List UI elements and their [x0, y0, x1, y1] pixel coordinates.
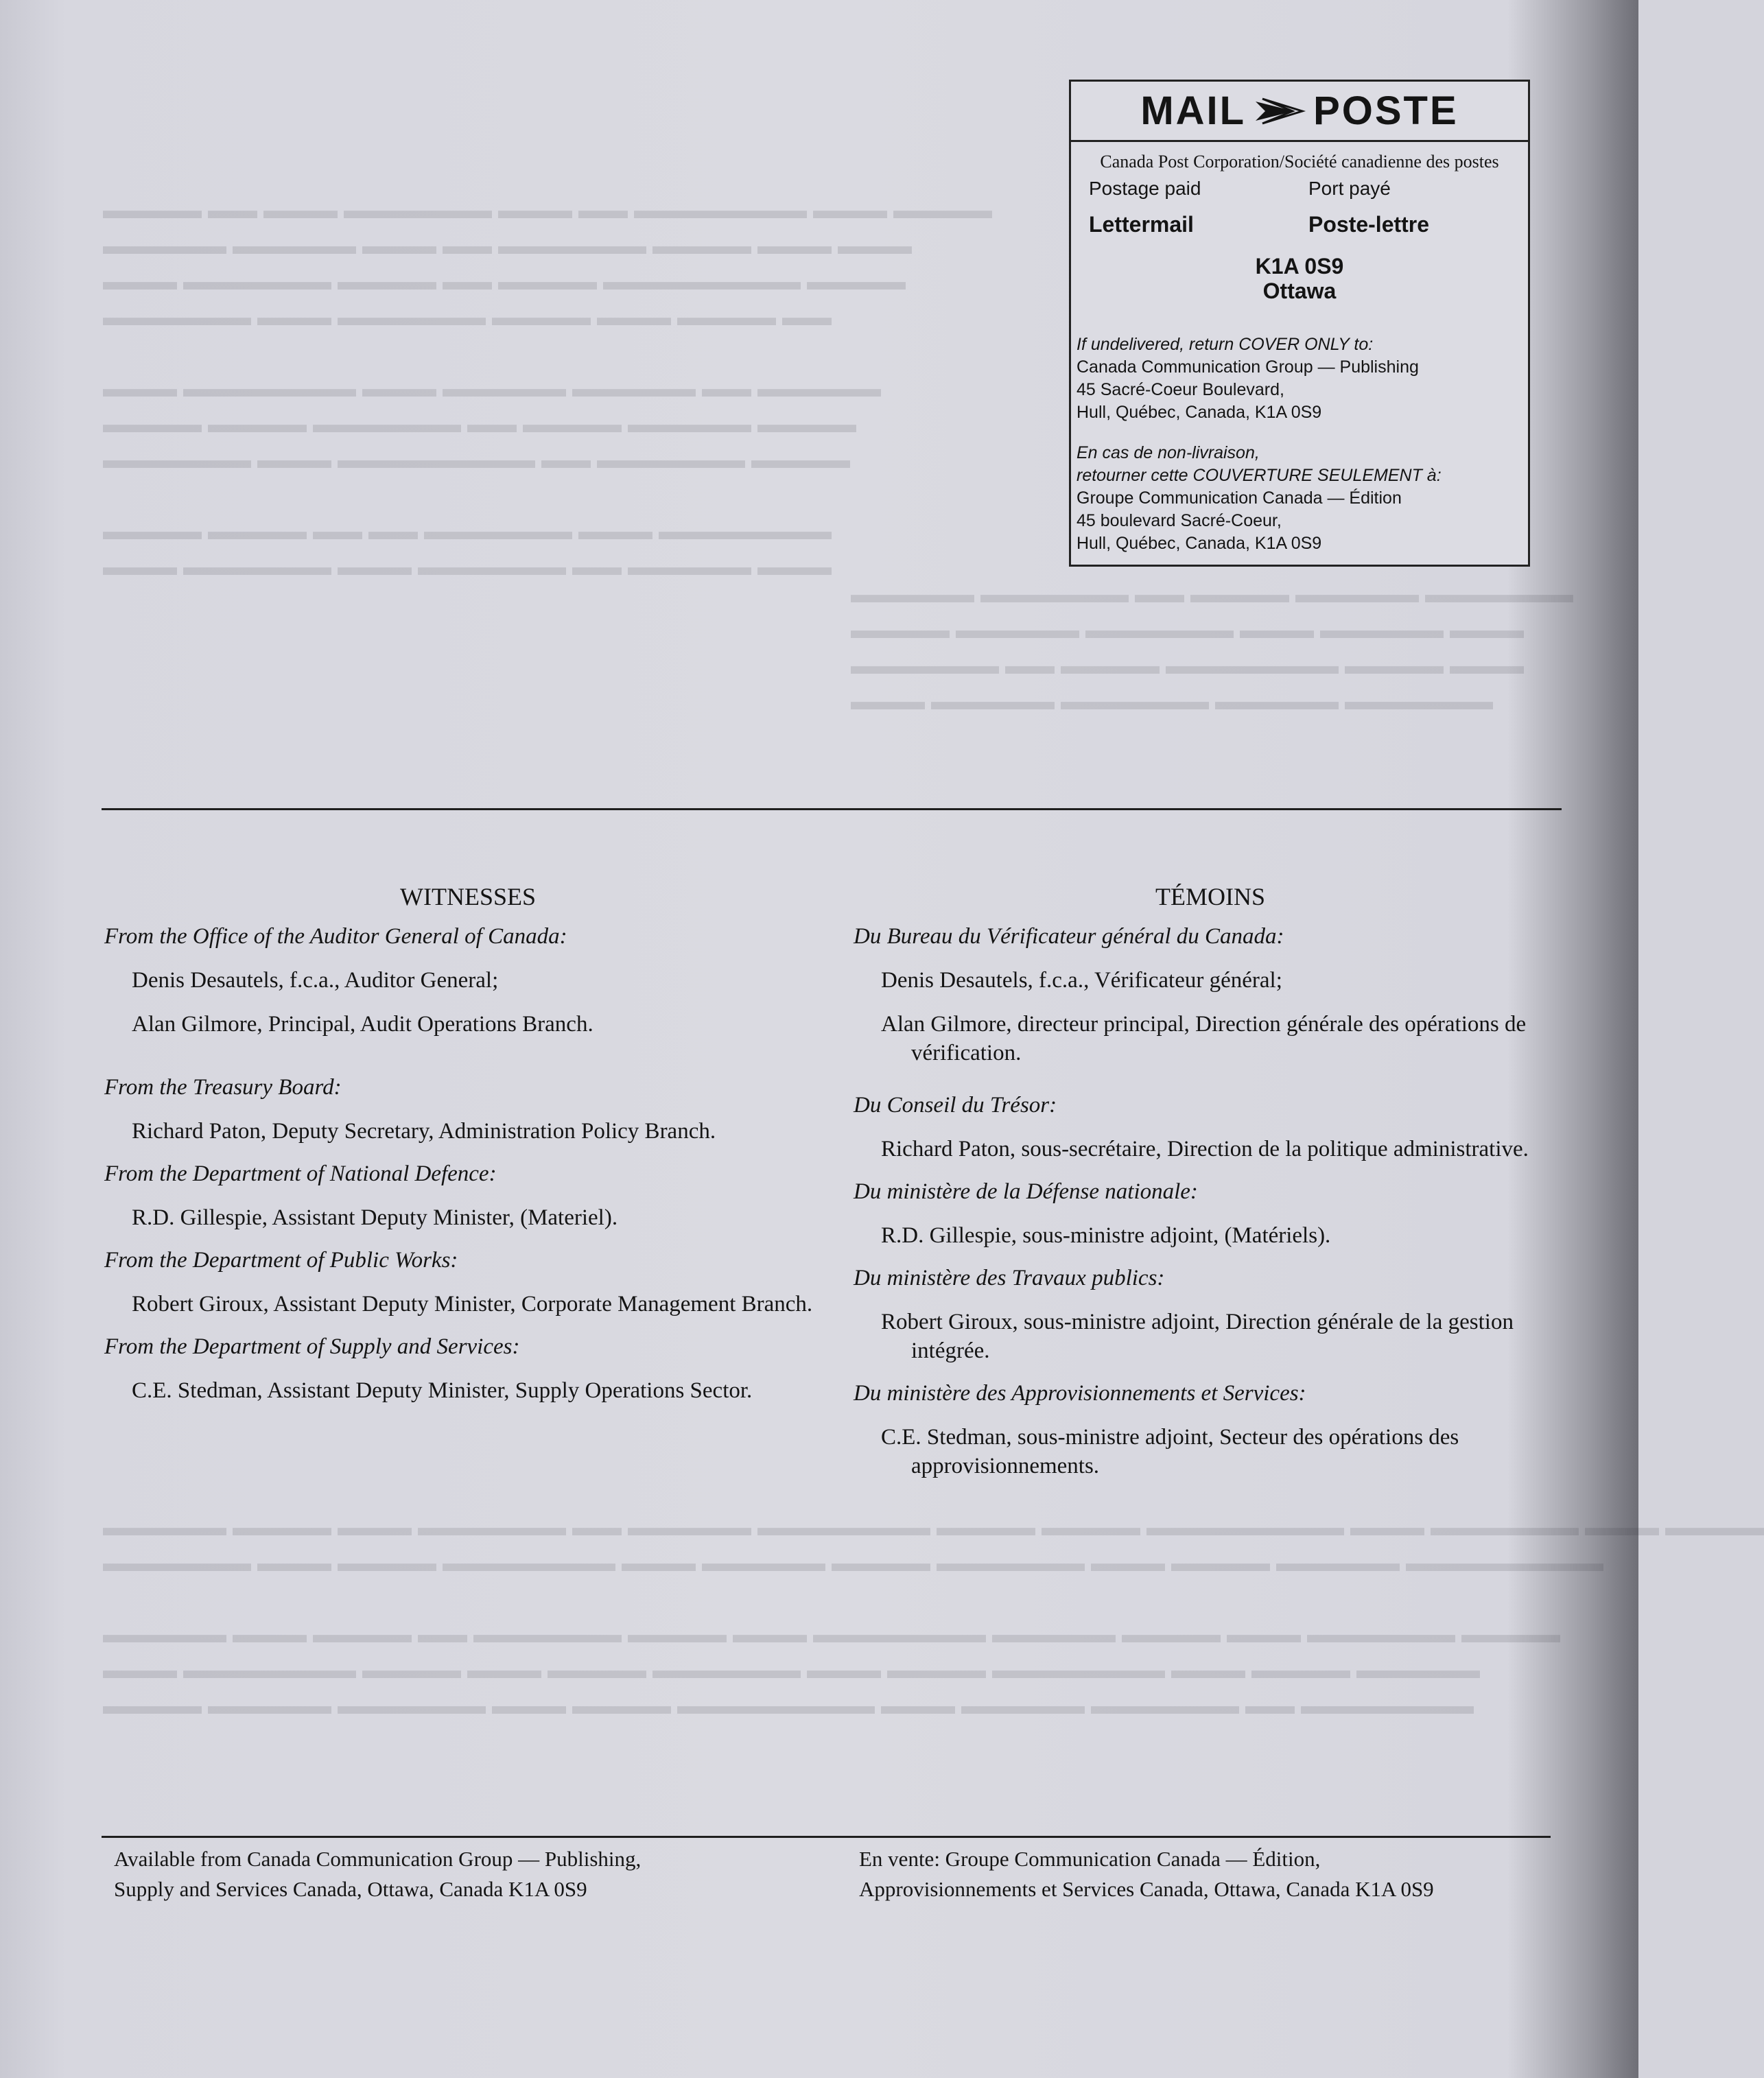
fr-dept-verificateur: Du Bureau du Vérificateur général du Canada: [854, 924, 1284, 949]
stamp-return-english [1071, 333, 1528, 424]
footer-divider [102, 1836, 1551, 1838]
stamp-postage-row [1071, 178, 1528, 200]
fr-witness-giroux: Robert Giroux, sous-ministre adjoint, Direction générale de la gestion intégrée. [881, 1310, 1514, 1363]
stamp-mail-word: MAIL [1140, 88, 1247, 133]
witness-gilmore: Alan Gilmore, Principal, Audit Operations Branch. [132, 1012, 593, 1037]
fr-witness-paton: Richard Paton, sous-secrétaire, Direction de la politique administrative. [881, 1137, 1529, 1161]
footer-fr-line1: En vente: Groupe Communication Canada — Édition, [859, 1847, 1321, 1871]
top-divider [102, 808, 1562, 810]
stamp-corporation: Canada Post Corporation/Société canadienne des postes [1100, 152, 1499, 172]
return-fr-line5: Hull, Québec, Canada, K1A 0S9 [1077, 534, 1322, 553]
show-through-text-left: ▬▬▬▬ ▬▬ ▬▬▬ ▬▬▬▬▬▬ ▬▬▬ ▬▬ ▬▬▬▬▬▬▬ ▬▬▬ ▬▬▬▬ ▬▬▬▬▬ ▬▬▬▬▬ ▬▬▬ ▬▬ ▬▬▬▬▬▬ ▬▬▬▬ ▬▬▬ ▬▬▬ ▬▬▬ ▬▬▬▬▬▬ ▬▬▬▬ ▬▬ ▬▬▬▬ ▬▬▬▬▬▬▬▬ ▬▬▬▬ ▬▬▬▬▬▬ ▬▬▬ ▬▬▬▬▬▬ ▬▬▬▬ ▬▬▬ ▬▬▬▬ ▬▬ ▬▬▬ ▬▬▬▬▬▬▬ ▬▬▬ ▬▬▬▬▬ ▬▬▬▬▬ ▬▬ ▬▬▬▬▬ ▬▬▬▬ ▬▬▬▬ ▬▬▬▬▬▬ ▬▬ ▬▬▬▬ ▬▬▬▬▬ ▬▬▬▬ ▬▬▬▬▬▬ ▬▬▬ ▬▬▬▬▬▬▬▬ ▬▬ ▬▬▬▬▬▬ ▬▬▬▬ ▬▬▬▬ ▬▬▬▬ ▬▬ ▬▬ ▬▬▬▬▬▬ ▬▬▬ ▬▬▬▬▬▬▬ ▬▬▬ ▬▬▬▬▬▬ ▬▬▬ ▬▬▬▬▬▬ ▬▬ ▬▬▬▬▬ ▬▬▬ [103, 196, 992, 580]
fr-witness-gillespie: R.D. Gillespie, sous-ministre adjoint, (Matériels). [881, 1223, 1331, 1248]
stamp-poste-word: POSTE [1313, 88, 1459, 133]
return-fr-line1: En cas de non-livraison, [1077, 443, 1260, 462]
witness-giroux: Robert Giroux, Assistant Deputy Minister, Corporate Management Branch. [132, 1292, 813, 1317]
show-through-text-right: ▬▬▬▬▬ ▬▬▬▬▬▬ ▬▬ ▬▬▬▬ ▬▬▬▬▬ ▬▬▬▬▬▬ ▬▬▬▬ ▬▬▬▬▬ ▬▬▬▬▬▬ ▬▬▬ ▬▬▬▬▬ ▬▬▬ ▬▬▬▬▬▬ ▬▬ ▬▬▬▬ ▬▬▬▬▬▬▬ ▬▬▬▬ ▬▬▬ ▬▬▬ ▬▬▬▬▬ ▬▬▬▬▬▬ ▬▬▬▬▬ ▬▬▬▬▬▬ [851, 580, 1573, 715]
witness-stedman: C.E. Stedman, Assistant Deputy Minister, Supply Operations Sector. [132, 1378, 753, 1403]
footer-en-line2: Supply and Services Canada, Ottawa, Canada K1A 0S9 [114, 1877, 587, 1901]
fr-witness-desautels: Denis Desautels, f.c.a., Vérificateur général; [881, 968, 1282, 993]
fr-witness-gilmore: Alan Gilmore, directeur principal, Direction générale des opérations de vérification. [881, 1012, 1527, 1065]
fr-dept-conseil-tresor: Du Conseil du Trésor: [854, 1093, 1057, 1118]
canada-post-arrow-icon [1256, 97, 1304, 125]
witness-paton: Richard Paton, Deputy Secretary, Administration Policy Branch. [132, 1119, 716, 1144]
stamp-city: Ottawa [1262, 279, 1337, 303]
return-en-line2: Canada Communication Group — Publishing [1077, 357, 1419, 377]
return-fr-line3: Groupe Communication Canada — Édition [1077, 488, 1402, 508]
witness-desautels: Denis Desautels, f.c.a., Auditor General; [132, 968, 499, 993]
footer-en-line1: Available from Canada Communication Group — Publishing, [114, 1847, 642, 1871]
stamp-destination [1071, 254, 1528, 303]
dept-supply-services: From the Department of Supply and Services: [104, 1334, 520, 1359]
fr-dept-approvisionnements: Du ministère des Approvisionnements et Services: [854, 1381, 1306, 1406]
dept-auditor-general: From the Office of the Auditor General of Canada: [104, 924, 567, 949]
return-fr-line2: retourner cette COUVERTURE SEULEMENT à: [1077, 466, 1442, 485]
witnesses-title: WITNESSES [400, 883, 536, 910]
stamp-lettermail-fr: Poste-lettre [1308, 212, 1430, 237]
footer-fr-line2: Approvisionnements et Services Canada, Ottawa, Canada K1A 0S9 [859, 1877, 1434, 1901]
stamp-postage-paid-en: Postage paid [1089, 178, 1201, 199]
stamp-postal-code: K1A 0S9 [1255, 254, 1344, 279]
stamp-return-french [1071, 442, 1528, 555]
return-en-line4: Hull, Québec, Canada, K1A 0S9 [1077, 403, 1322, 422]
stamp-lettermail-en: Lettermail [1089, 212, 1194, 237]
fr-witness-stedman: C.E. Stedman, sous-ministre adjoint, Secteur des opérations des approvisionnements. [881, 1425, 1459, 1478]
stamp-lettermail-row [1071, 212, 1528, 237]
return-en-line1: If undelivered, return COVER ONLY to: [1077, 335, 1374, 354]
footer-english [114, 1844, 841, 1904]
fr-dept-defense: Du ministère de la Défense nationale: [854, 1179, 1198, 1204]
stamp-header [1071, 82, 1528, 142]
witnesses-french [854, 882, 1567, 1480]
return-en-line3: 45 Sacré-Coeur Boulevard, [1077, 380, 1284, 399]
dept-national-defence: From the Department of National Defence: [104, 1161, 497, 1186]
show-through-text-lower: ▬▬▬▬▬ ▬▬▬▬ ▬▬▬ ▬▬▬▬▬▬ ▬▬ ▬▬▬▬▬ ▬▬▬▬▬▬▬ ▬▬▬▬ ▬▬▬▬ ▬▬▬▬▬▬▬▬ ▬▬▬ ▬▬▬▬▬▬ ▬▬▬ ▬▬▬▬ ▬▬▬▬▬▬ ▬▬▬ ▬▬▬▬ ▬▬▬▬▬▬▬ ▬▬▬ ▬▬▬▬▬ ▬▬▬▬ ▬▬▬▬▬▬ ▬▬▬ ▬▬▬▬ ▬▬▬▬▬ ▬▬▬▬▬▬▬▬ ▬▬▬▬▬ ▬▬▬ ▬▬▬▬ ▬▬ ▬▬▬▬▬▬ ▬▬▬▬ ▬▬▬ ▬▬▬▬▬▬▬ ▬▬▬▬▬ ▬▬▬▬ ▬▬▬ ▬▬▬▬▬▬ ▬▬▬▬ ▬▬▬ ▬▬▬▬▬▬▬ ▬▬▬▬ ▬▬▬ ▬▬▬▬ ▬▬▬▬▬▬ ▬▬▬ ▬▬▬▬ ▬▬▬▬▬▬▬ ▬▬▬ ▬▬▬▬ ▬▬▬▬▬ ▬▬▬▬ ▬▬▬▬▬ ▬▬▬▬▬▬ ▬▬▬ ▬▬▬▬ ▬▬▬▬▬▬▬▬ ▬▬▬ ▬▬▬▬▬ ▬▬▬▬▬▬ ▬▬ ▬▬▬▬▬▬▬ [103, 1513, 1764, 1719]
return-fr-line4: 45 boulevard Sacré-Coeur, [1077, 511, 1282, 530]
witnesses-english [104, 882, 832, 1405]
fr-dept-travaux-publics: Du ministère des Travaux publics: [854, 1266, 1165, 1290]
footer-french [859, 1844, 1552, 1904]
temoins-title: TÉMOINS [1155, 883, 1265, 910]
mail-poste-stamp [1069, 80, 1530, 567]
dept-treasury-board: From the Treasury Board: [104, 1075, 342, 1100]
dept-public-works: From the Department of Public Works: [104, 1248, 458, 1273]
witness-gillespie: R.D. Gillespie, Assistant Deputy Minister, (Materiel). [132, 1205, 618, 1230]
stamp-postage-paid-fr: Port payé [1308, 178, 1391, 199]
